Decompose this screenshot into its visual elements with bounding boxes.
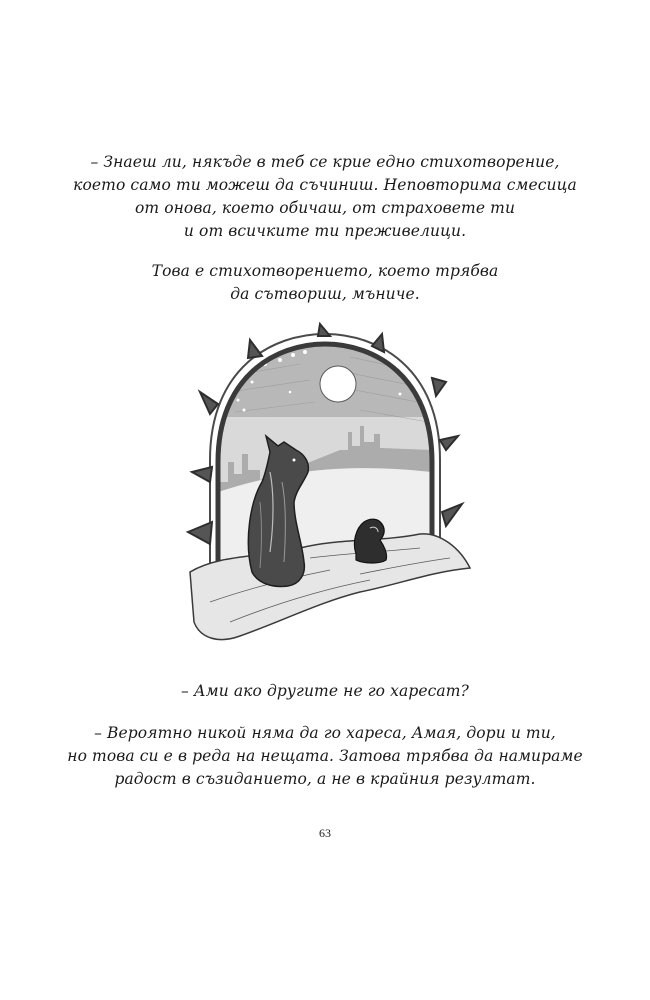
paragraph-line: Това е стихотворението, което трябва xyxy=(151,262,499,280)
dog-and-pup-window-illustration xyxy=(170,322,480,652)
paragraph-4 xyxy=(0,722,650,791)
paragraph-line: радост в съзиданието, а не в крайния резултат. xyxy=(114,770,536,788)
paragraph-line: което само ти можеш да съчиниш. Неповторима смесица xyxy=(73,176,577,194)
paragraph-line: и от всичките ти преживелици. xyxy=(183,222,467,240)
paragraph-3 xyxy=(0,680,650,703)
paragraph-line: – Вероятно никой няма да го хареса, Амая, дори и ти, xyxy=(94,724,556,742)
paragraph-line: но това си е в реда на нещата. Затова трябва да намираме xyxy=(67,747,583,765)
page-number: 63 xyxy=(319,826,331,840)
paragraph-1 xyxy=(0,151,650,243)
paragraph-line: – Знаеш ли, някъде в теб се крие едно стихотворение, xyxy=(90,153,560,171)
paragraph-2 xyxy=(0,260,650,306)
paragraph-line: да сътвориш, мъниче. xyxy=(230,285,420,303)
paragraph-line: – Ами ако другите не го харесат? xyxy=(181,682,469,700)
paragraph-line: от онова, което обичаш, от страховете ти xyxy=(134,199,516,217)
